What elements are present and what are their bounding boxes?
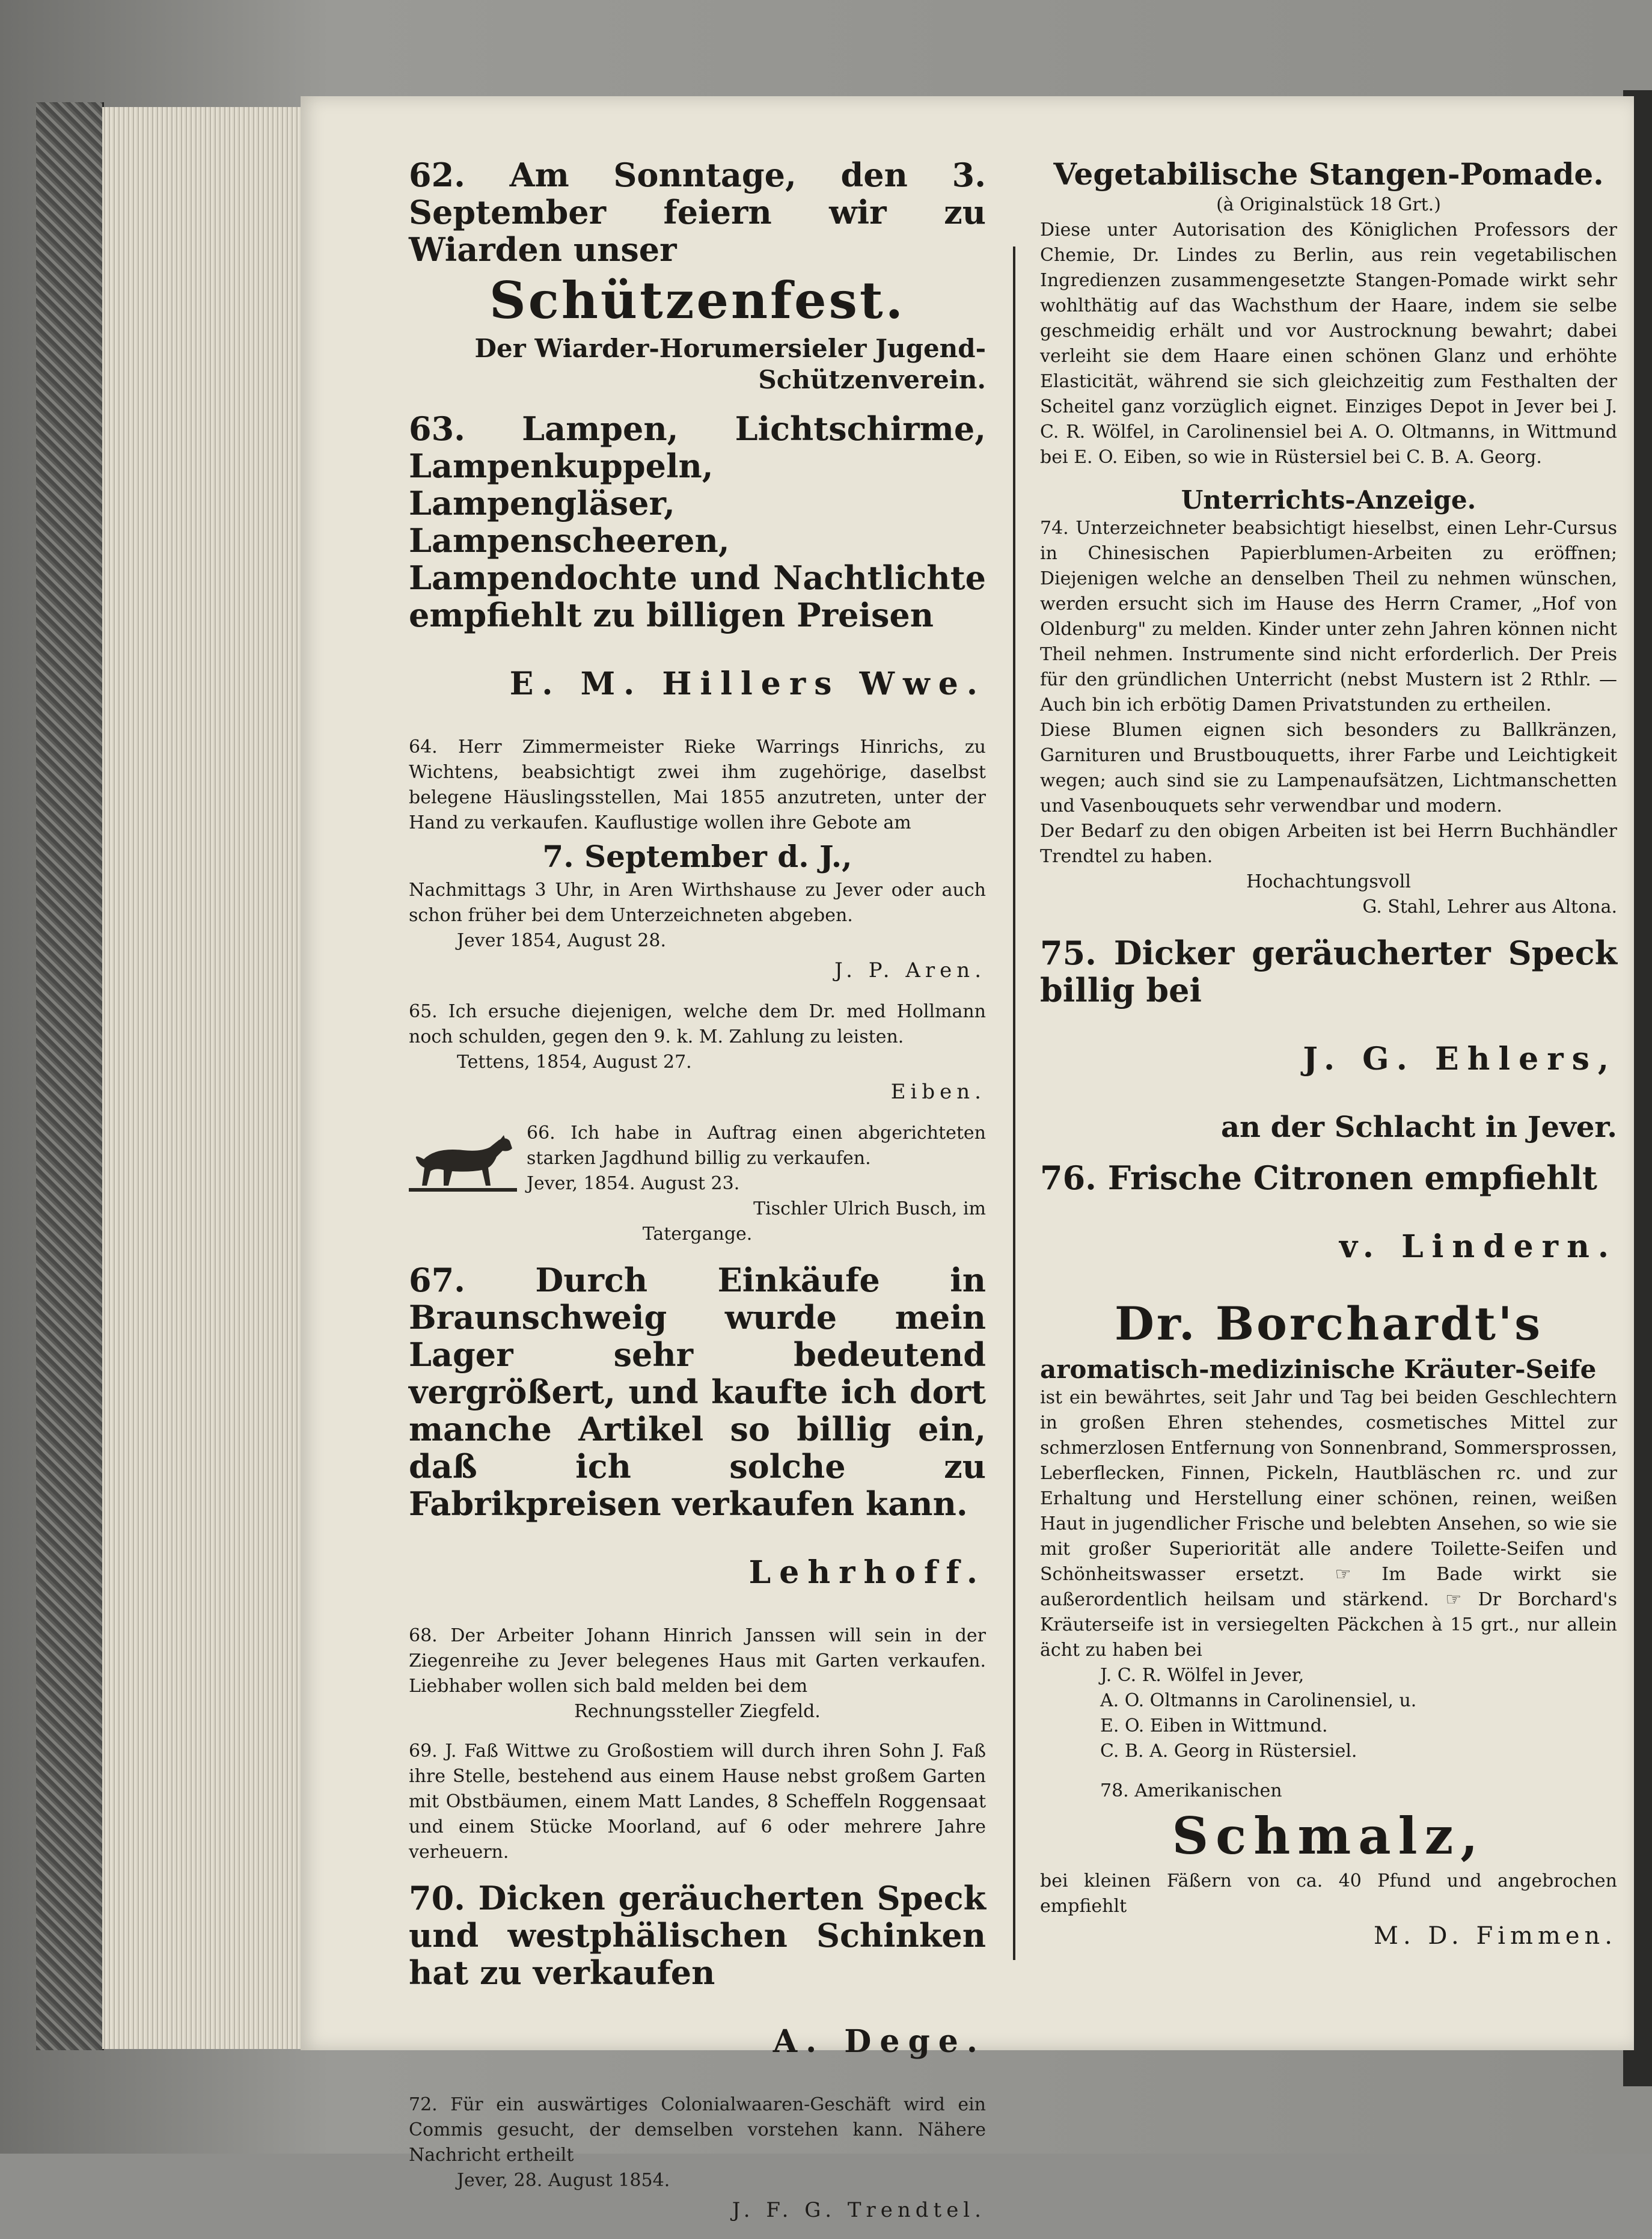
ad-62-signature: Der Wiarder-Horumersieler Jugend-Schützenverein. xyxy=(474,334,986,394)
ad-pomade-price: (à Originalstück 18 Grt.) xyxy=(1216,194,1441,215)
ad-borchardt-seller: C. B. A. Georg in Rüstersiel. xyxy=(1100,1741,1357,1762)
newspaper-page xyxy=(301,96,1634,2222)
ad-74-text: 74. Unterzeichneter beabsichtigt hieselbst, einen Lehr-Cursus in Chinesischen Papierblumen-Arbeiten zu eröffnen; Diejenigen welche an denselben Theil zu nehmen wünschen, werden ersucht sich im Hause des Herrn Cramer, „Hof von Oldenburg" zu melden. Kinder unter zehn Jahren können nicht Theil nehmen. Instrumente sind nicht erforderlich. Der Preis für den gründlichen Unterricht (nebst Mustern ist 2 Rthlr. — Auch bin ich erbötig Damen Privatstunden zu ertheilen. xyxy=(1040,518,1617,715)
ad-67-text: 67. Durch Einkäufe in Braunschweig wurde mein Lager sehr bedeutend vergrößert, und kaufte ich dort manche Artikel so billig ein, daß ich solche zu Fabrikpreisen verkaufen kann. xyxy=(409,1261,986,1523)
ad-pomade-title: Vegetabilische Stangen-Pomade. xyxy=(1053,156,1604,192)
ad-65-text: 65. Ich ersuche diejenigen, welche dem Dr. med Hollmann noch schulden, gegen den 9. k. M. Zahlung zu leisten. xyxy=(409,1001,986,1047)
ad-63-signature: E. M. Hillers Wwe. xyxy=(509,666,986,702)
ad-borchardt-seller: J. C. R. Wölfel in Jever, xyxy=(1100,1665,1305,1686)
ad-74-closing: Hochachtungsvoll xyxy=(1246,871,1411,892)
ad-75-signature-1: J. G. Ehlers, xyxy=(1303,1041,1617,1077)
ad-64 xyxy=(409,735,986,985)
ad-78-text: bei kleinen Fäßern von ca. 40 Pfund und angebrochen empfiehlt xyxy=(1040,1870,1617,1917)
ad-70 xyxy=(409,1879,986,2061)
ad-63-text: 63. Lampen, Lichtschirme, Lampenkuppeln, Lampengläser, Lampenscheeren, Lampendochte und Nachtlichte empfiehlt zu billigen Preisen xyxy=(409,409,986,634)
ad-62-headline: Schützenfest. xyxy=(489,271,905,330)
ad-64-text: 64. Herr Zimmermeister Rieke Warrings Hinrichs, zu Wichtens, beabsichtigt zwei ihm zugehörige, daselbst belegene Häuslingsstellen, Mai 1855 anzutreten, unter der Hand zu verkaufen. Kauflustige wollen ihre Gebote am xyxy=(409,737,986,833)
ad-borchardt-text: ist ein bewährtes, seit Jahr und Tag bei beiden Geschlechtern in großen Ehren stehendes, cosmetisches Mittel zur schmerzlosen Entfernung von Sonnenbrand, Sommersprossen, Leberflecken, Finnen, Pickeln, Hautbläschen rc. und zur Erhaltung und Herstellung einer schönen, reinen, weißen Haut in jugendlicher Frische und belebten Ansehen, so wie sie mit großer Superiorität alle andere Toilette-Seifen und Schönheitswasser ersetzt. ☞ Im Bade wirkt sie außerordentlich heilsam und stärkend. ☞ Dr Borchard's Kräuterseife ist in versiegelten Päckchen à 15 grt., nur allein ächt zu haben bei xyxy=(1040,1387,1617,1661)
ad-78-intro: 78. Amerikanischen xyxy=(1100,1780,1282,1801)
ad-64-dateline: Jever 1854, August 28. xyxy=(457,930,666,951)
book-cover-marbled xyxy=(36,102,104,2050)
ad-78-signature: M. D. Fimmen. xyxy=(1373,1922,1617,1950)
ad-74-text3: Der Bedarf zu den obigen Arbeiten ist bei Herrn Buchhändler Trendtel zu haben. xyxy=(1040,821,1617,867)
ad-borchardt-title: Dr. Borchardt's xyxy=(1115,1297,1543,1350)
column-divider xyxy=(1013,247,1015,1960)
ad-72-text: 72. Für ein auswärtiges Colonialwaaren-Geschäft wird ein Commis gesucht, der demselben vorstehen kann. Nähere Nachricht ertheilt xyxy=(409,2094,986,2166)
ad-borchardt-seller: A. O. Oltmanns in Carolinensiel, u. xyxy=(1100,1690,1417,1711)
ad-72-signature: J. F. G. Trendtel. xyxy=(732,2198,986,2222)
ad-66-text: 66. Ich habe in Auftrag einen abgerichteten starken Jagdhund billig zu verkaufen. xyxy=(527,1123,986,1169)
ad-72 xyxy=(409,2092,986,2225)
right-column xyxy=(1040,156,1617,1965)
ad-69 xyxy=(409,1739,986,1865)
ad-68 xyxy=(409,1623,986,1724)
page-stack-edge xyxy=(102,107,302,2049)
ad-75-text: 75. Dicker geräucherter Speck billig bei xyxy=(1040,934,1617,1009)
ad-74-heading: Unterrichts-Anzeige. xyxy=(1181,485,1476,515)
ad-64-date: 7. September d. J., xyxy=(542,839,852,874)
ad-66-dateline: Jever, 1854. August 23. xyxy=(527,1173,740,1194)
left-column xyxy=(409,156,986,2239)
hunting-dog-icon xyxy=(409,1123,517,1198)
ad-70-text: 70. Dicken geräucherten Speck und westphälischen Schinken hat zu verkaufen xyxy=(409,1879,986,1992)
ad-pomade-text: Diese unter Autorisation des Königlichen Professors der Chemie, Dr. Lindes zu Berlin, aus rein vegetabilischen Ingredienzen zusammengesetzte Stangen-Pomade wirkt sehr wohlthätig auf das Wachsthum der Haare, indem sie selbe geschmeidig erhält und vor Austrocknung bewahrt; dabei verleiht sie dem Haare einen schönen Glanz und erhöhte Elasticität, während sie sich gleichzeitig zum Festhalten der Scheitel ganz vorzüglich eignet. Einziges Depot in Jever bei J. C. R. Wölfel, in Carolinensiel bei A. O. Oltmanns, in Wittmund bei E. O. Eiben, so wie in Rüstersiel bei C. B. A. Georg. xyxy=(1040,219,1617,468)
ad-66-signature-1: Tischler Ulrich Busch, im xyxy=(753,1198,986,1219)
ad-65-signature: Eiben. xyxy=(890,1080,986,1104)
ad-72-dateline: Jever, 28. August 1854. xyxy=(457,2170,670,2191)
ad-74-text2: Diese Blumen eignen sich besonders zu Ballkränzen, Garnituren und Brustbouquetts, ihrer Farbe und Leichtigkeit wegen; auch sind sie zu Lampenaufsätzen, Lichtmanschetten und Vasenbouquets sehr verwendbar und modern. xyxy=(1040,720,1617,816)
ad-78 xyxy=(1040,1778,1617,1950)
ad-75 xyxy=(1040,934,1617,1145)
ad-pomade xyxy=(1040,156,1617,470)
ad-70-signature: A. Dege. xyxy=(772,2023,986,2060)
ad-62 xyxy=(409,156,986,396)
ad-64-text2: Nachmittags 3 Uhr, in Aren Wirthshause zu Jever oder auch schon früher bei dem Unterzeichneten abgeben. xyxy=(409,880,986,926)
ad-65-dateline: Tettens, 1854, August 27. xyxy=(457,1052,692,1073)
ad-76-signature: v. Lindern. xyxy=(1339,1228,1617,1265)
ad-78-headline: Schmalz, xyxy=(1172,1806,1485,1866)
ad-68-signature: Rechnungssteller Ziegfeld. xyxy=(574,1701,821,1722)
ad-76 xyxy=(1040,1159,1617,1266)
ad-borchardt-seller: E. O. Eiben in Wittmund. xyxy=(1100,1715,1328,1736)
ad-76-text: 76. Frische Citronen empfiehlt xyxy=(1040,1159,1597,1197)
ad-63 xyxy=(409,410,986,703)
ad-74 xyxy=(1040,485,1617,920)
ad-67 xyxy=(409,1261,986,1592)
ad-64-signature: J. P. Aren. xyxy=(834,958,986,982)
ad-67-signature: Lehrhoff. xyxy=(748,1554,986,1591)
ad-borchardt xyxy=(1040,1297,1617,1764)
ad-66-signature-2: Tatergange. xyxy=(642,1224,753,1245)
ad-65 xyxy=(409,999,986,1106)
ad-borchardt-subtitle: aromatisch-medizinische Kräuter-Seife xyxy=(1040,1355,1597,1384)
ad-68-text: 68. Der Arbeiter Johann Hinrich Janssen will sein in der Ziegenreihe zu Jever belegenes Haus mit Garten verkaufen. Liebhaber wollen sich bald melden bei dem xyxy=(409,1625,986,1697)
ad-66 xyxy=(409,1121,986,1247)
ad-75-signature-2: an der Schlacht in Jever. xyxy=(1220,1110,1617,1144)
ad-69-text: 69. J. Faß Wittwe zu Großostiem will durch ihren Sohn J. Faß ihre Stelle, bestehend aus einem Hause nebst großem Garten mit Obstbäumen, einem Matt Landes, 8 Scheffeln Roggensaat und einem Stücke Moorland, auf 6 oder mehrere Jahre verheuern. xyxy=(409,1741,986,1863)
ad-62-intro: 62. Am Sonntage, den 3. September feiern wir zu Wiarden unser xyxy=(409,156,986,269)
ad-74-signature: G. Stahl, Lehrer aus Altona. xyxy=(1362,896,1617,917)
